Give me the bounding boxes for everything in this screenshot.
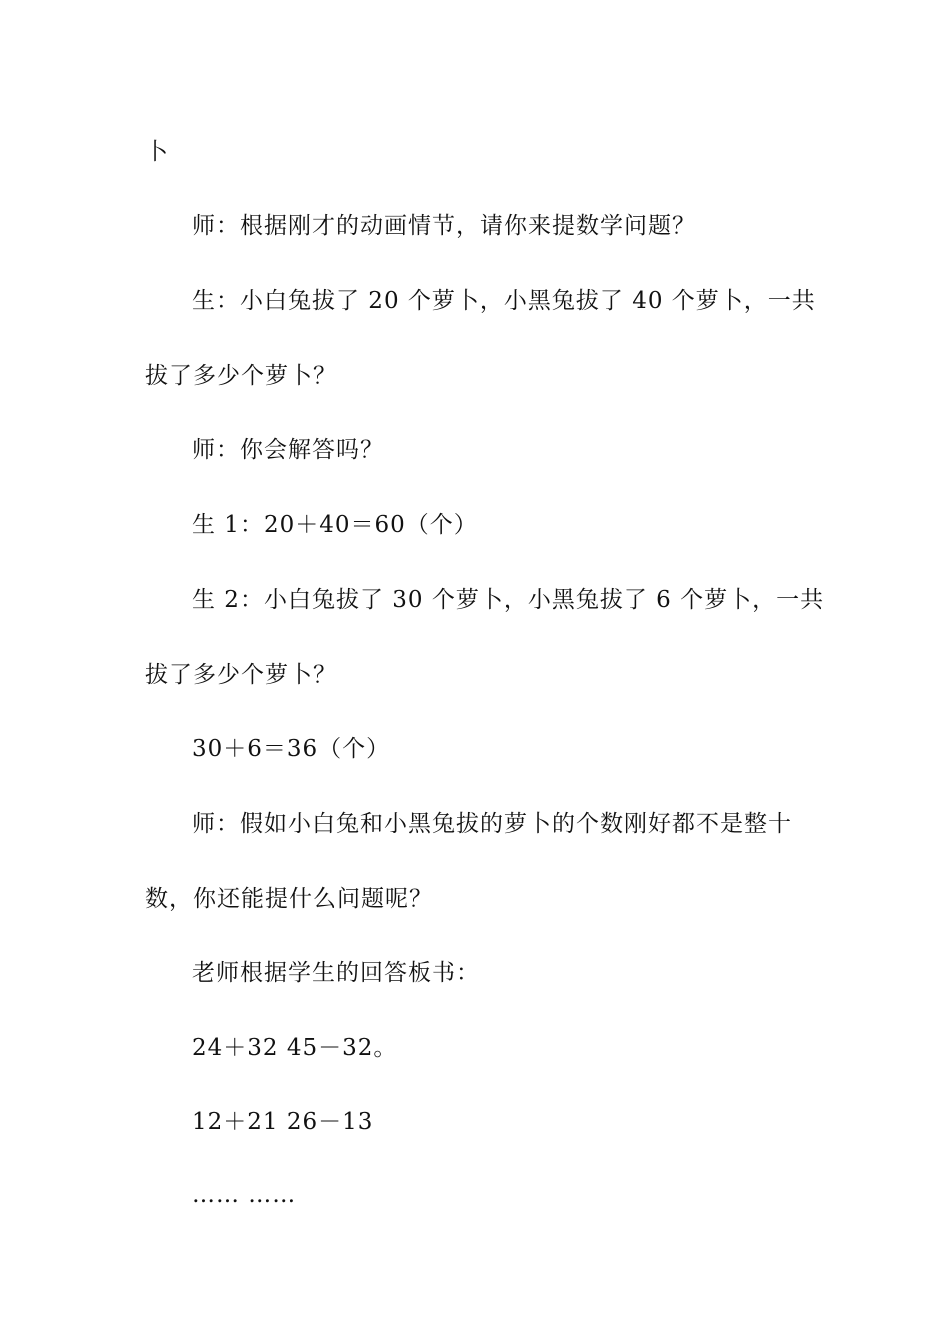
- text-line: 拔了多少个萝卜？: [145, 363, 337, 389]
- text-line: 30＋6＝36（个）: [192, 736, 391, 762]
- text-line: 师：假如小白兔和小黑兔拔的萝卜的个数刚好都不是整十: [192, 811, 792, 837]
- text-line: 24＋32 45－32。: [192, 1035, 398, 1061]
- text-line: …… ……: [192, 1182, 297, 1208]
- text-line: 卜: [145, 139, 169, 165]
- text-line: 生 2：小白兔拔了 30 个萝卜，小黑兔拔了 6 个萝卜，一共: [192, 587, 825, 613]
- text-line: 生 1：20＋40＝60（个）: [192, 512, 478, 538]
- text-line: 生：小白兔拔了 20 个萝卜，小黑兔拔了 40 个萝卜，一共: [192, 288, 816, 314]
- text-line: 师：根据刚才的动画情节，请你来提数学问题？: [192, 213, 696, 239]
- text-line: 数，你还能提什么问题呢？: [145, 886, 433, 912]
- text-line: 拔了多少个萝卜？: [145, 662, 337, 688]
- text-line: 12＋21 26－13: [192, 1109, 374, 1135]
- text-line: 老师根据学生的回答板书：: [192, 960, 480, 986]
- text-line: 师：你会解答吗？: [192, 437, 384, 463]
